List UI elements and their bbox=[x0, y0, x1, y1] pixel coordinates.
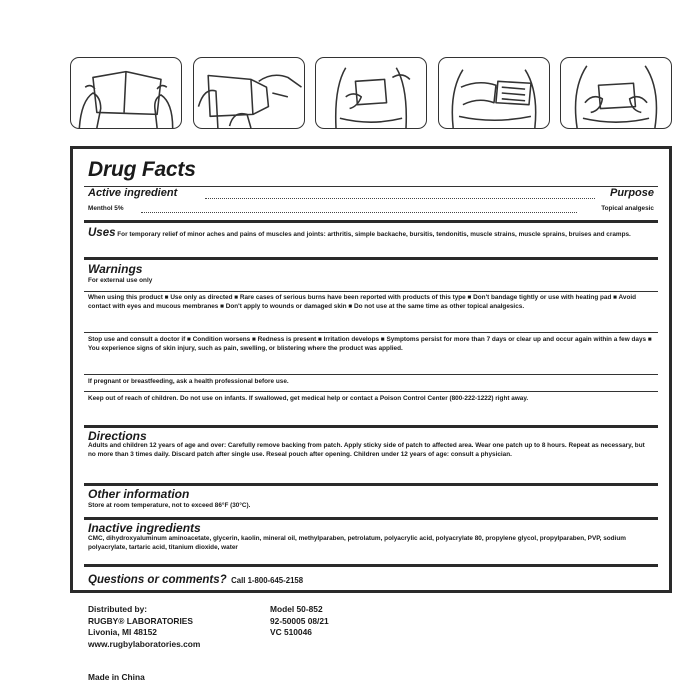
distributed-by-label: Distributed by: bbox=[88, 604, 148, 614]
apply-patch-back-icon bbox=[315, 57, 427, 129]
directions-text: Adults and children 12 years of age and over: Carefully remove backing from patch. Apply sticky side of patch to affected area. Wear one patch up to 8 hours. Repeat as necessary, but no more than 3 times daily. Discard patch after single use. Reseal pouch after opening. Children under 12 years of age: consult a physician. bbox=[88, 442, 645, 458]
stop-use-text: Stop use and consult a doctor if ■ Condition worsens ■ Redness is present ■ Irritation develops ■ Symptoms persist for more than 7 days or clear up and occur again within a few days ■ You experience signs of skin injury, such as pain, swelling, or blistering where the product was applied. bbox=[88, 336, 652, 352]
questions-phone: Call 1-800-645-2158 bbox=[231, 576, 304, 585]
instruction-pictograms bbox=[70, 57, 672, 131]
press-patch-icon bbox=[560, 57, 672, 129]
company-website: www.rugbylaboratories.com bbox=[88, 638, 201, 649]
pregnant-text: If pregnant or breastfeeding, ask a health professional before use. bbox=[88, 378, 289, 385]
vc-code: VC 510046 bbox=[270, 627, 312, 637]
inactive-ingredients-header: Inactive ingredients bbox=[88, 521, 201, 535]
drug-facts-panel bbox=[70, 146, 672, 593]
other-info-header: Other information bbox=[88, 487, 190, 501]
apply-patch-waist-icon bbox=[438, 57, 550, 129]
external-use-text: For external use only bbox=[88, 277, 153, 284]
made-in-label: Made in China bbox=[88, 672, 145, 682]
purpose-header: Purpose bbox=[609, 187, 654, 199]
directions-header: Directions bbox=[88, 429, 147, 443]
uses-section bbox=[88, 229, 654, 240]
other-info-text: Store at room temperature, not to exceed 86°F (30°C). bbox=[88, 502, 251, 509]
open-pouch-icon bbox=[70, 57, 182, 129]
company-city: Livonia, MI 48152 bbox=[88, 627, 157, 637]
item-code: 92-50005 08/21 bbox=[270, 615, 329, 626]
product-codes-block bbox=[270, 604, 329, 639]
warnings-header: Warnings bbox=[88, 262, 143, 276]
company-name: RUGBY® LABORATORIES bbox=[88, 615, 193, 626]
questions-line bbox=[88, 570, 303, 588]
inactive-ingredients-text: CMC, dihydroxyaluminum aminoacetate, glycerin, kaolin, mineral oil, methylparaben, petrolatum, polyacrylic acid, polyacrylate 80, propylene glycol, propylparaben, PVP, sodium polyacrylate, tartaric acid, titanium dioxide, water bbox=[88, 535, 626, 551]
remove-backing-icon bbox=[193, 57, 305, 129]
uses-header: Uses bbox=[88, 227, 116, 239]
questions-header: Questions or comments? bbox=[88, 574, 227, 586]
distributor-block bbox=[88, 604, 200, 650]
model-number: Model 50-852 bbox=[270, 604, 323, 614]
active-ingredient-value: Menthol 5% bbox=[88, 205, 124, 212]
keep-out-text: Keep out of reach of children. Do not use on infants. If swallowed, get medical help or contact a Poison Control Center (800-222-1222) right away. bbox=[88, 395, 529, 402]
uses-text: For temporary relief of minor aches and pains of muscles and joints: arthritis, simple backache, bursitis, tendonitis, muscle strains, muscle sprains, bruises and cramps. bbox=[117, 231, 631, 238]
active-ingredient-header: Active ingredient bbox=[88, 187, 178, 199]
drug-facts-title: Drug Facts bbox=[88, 158, 196, 181]
purpose-value: Topical analgesic bbox=[601, 205, 654, 212]
when-using-text: When using this product ■ Use only as directed ■ Rare cases of serious burns have been reported with products of this type ■ Don't bandage tightly or use with heating pad ■ Avoid contact with eyes and mucous membranes ■ Don't apply to wounds or damaged skin ■ Do not use at the same time as other topical analgesics. bbox=[88, 294, 637, 310]
